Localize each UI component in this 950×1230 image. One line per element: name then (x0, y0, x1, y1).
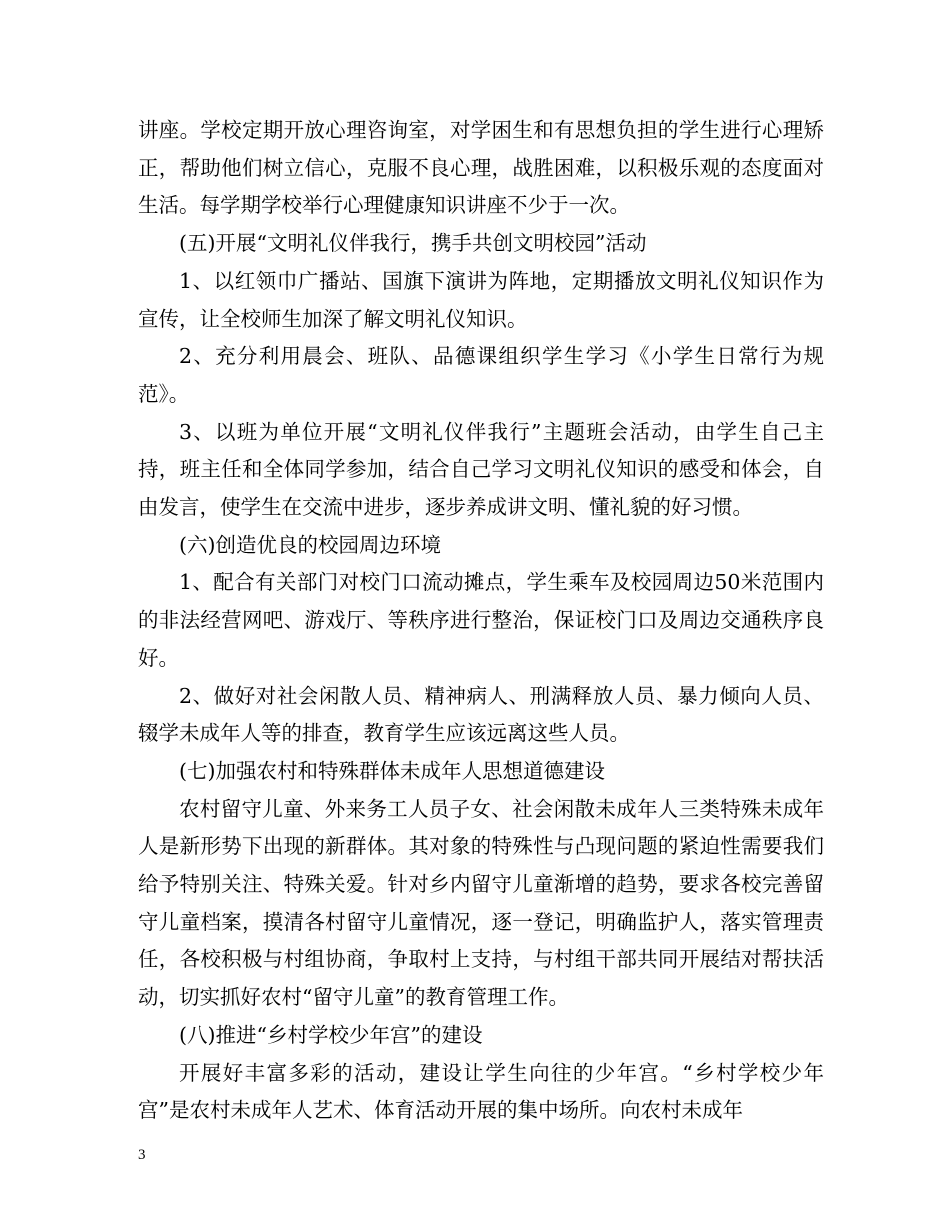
paragraph: 3、以班为单位开展“文明礼仪伴我行”主题班会活动，由学生自己主持，班主任和全体同学参加，结合自己学习文明礼仪知识的感受和体会，自由发言，使学生在交流中进步，逐步养成讲文明、懂礼貌的好习惯。 (138, 419, 824, 520)
page-number: 3 (138, 1147, 146, 1163)
paragraph: 1、配合有关部门对校门口流动摊点，学生乘车及校园周边50米范围内的非法经营网吧、游戏厅、等秩序进行整治，保证校门口及周边交通秩序良好。 (138, 570, 824, 670)
section-heading-7: (七)加强农村和特殊群体未成年人思想道德建设 (179, 758, 605, 783)
document-body (138, 112, 824, 1130)
paragraph: 开展好丰富多彩的活动，建设让学生向往的少年宫。“乡村学校少年宫”是农村未成年人艺术、体育活动开展的集中场所。向农村未成年 (138, 1060, 824, 1123)
paragraph: 1、以红领巾广播站、国旗下演讲为阵地，定期播放文明礼仪知识作为宣传，让全校师生加深了解文明礼仪知识。 (138, 268, 824, 331)
paragraph: 2、充分利用晨会、班队、品德课组织学生学习《小学生日常行为规范》。 (138, 344, 824, 406)
section-heading-6: (六)创造优良的校园周边环境 (179, 532, 441, 557)
section-heading-8: (八)推进“乡村学校少年宫”的建设 (179, 1022, 483, 1047)
section-heading-5: (五)开展“文明礼仪伴我行，携手共创文明校园”活动 (179, 231, 647, 256)
paragraph-continuation: 讲座。学校定期开放心理咨询室，对学困生和有思想负担的学生进行心理矫正，帮助他们树立信心，克服不良心理，战胜困难，以积极乐观的态度面对生活。每学期学校举行心理健康知识讲座不少于一次。 (138, 118, 824, 218)
paragraph: 2、做好对社会闲散人员、精神病人、刑满释放人员、暴力倾向人员、辍学未成年人等的排查，教育学生应该远离这些人员。 (138, 683, 824, 746)
paragraph: 农村留守儿童、外来务工人员子女、社会闲散未成年人三类特殊未成年人是新形势下出现的新群体。其对象的特殊性与凸现问题的紧迫性需要我们给予特别关注、特殊关爱。针对乡内留守儿童渐增的趋势，要求各校完善留守儿童档案，摸清各村留守儿童情况，逐一登记，明确监护人，落实管理责任，各校积极与村组协商，争取村上支持，与村组干部共同开展结对帮扶活动，切实抓好农村“留守儿童”的教育管理工作。 (138, 796, 824, 1010)
